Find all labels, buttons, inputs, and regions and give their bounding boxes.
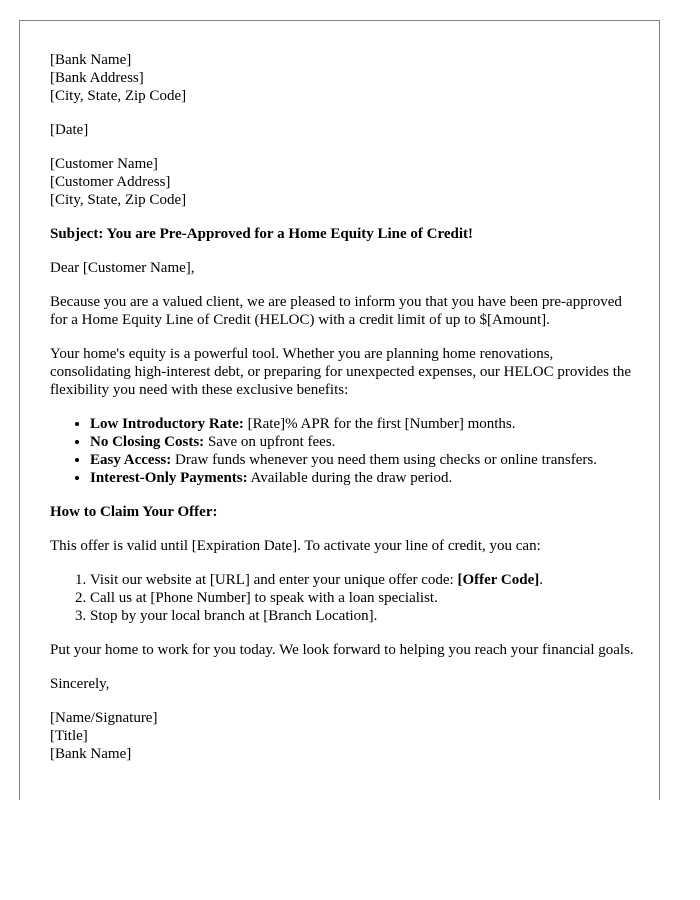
claim-steps-list [50, 571, 635, 625]
sender-address-block [50, 51, 635, 105]
benefit-item [90, 433, 635, 451]
salutation: Dear [Customer Name], [50, 260, 195, 276]
benefit-text: Save on upfront fees. [204, 434, 336, 450]
recipient-name: [Customer Name] [50, 156, 158, 172]
paragraph-equity: Your home's equity is a powerful tool. Whether you are planning home renovations, consolidating high-interest debt, or preparing for unexpected expenses, our HELOC provides the flexibility you need with these exclusive benefits: [50, 346, 632, 398]
claim-step: 3. Stop by your local branch at [Branch Location]. [90, 607, 635, 625]
paragraph-closing: Put your home to work for you today. We look forward to helping you reach your financial goals. [50, 642, 634, 658]
letter-page [19, 20, 660, 800]
benefit-text: Draw funds whenever you need them using checks or online transfers. [171, 452, 597, 468]
signoff: Sincerely, [50, 676, 110, 692]
benefit-title: Easy Access: [90, 452, 172, 468]
letter-subject: Subject: You are Pre-Approved for a Home Equity Line of Credit! [50, 226, 474, 242]
claim-step [90, 571, 635, 589]
recipient-address: [Customer Address] [50, 174, 171, 190]
step1-suffix: . [539, 572, 543, 588]
date-block [50, 121, 635, 139]
benefit-item [90, 415, 635, 433]
benefits-list [50, 415, 635, 487]
benefit-title: No Closing Costs: [90, 434, 205, 450]
benefit-item [90, 451, 635, 469]
offer-code: [Offer Code] [457, 572, 540, 588]
paragraph-validity: This offer is valid until [Expiration Date]. To activate your line of credit, you can: [50, 538, 541, 554]
signature-name: [Name/Signature] [50, 710, 158, 726]
step1-prefix: Visit our website at [URL] and enter your unique offer code: [90, 572, 458, 588]
benefit-text: [Rate]% APR for the first [Number] months. [243, 416, 516, 432]
paragraph-intro: Because you are a valued client, we are pleased to inform you that you have been pre-approved for a Home Equity Line of Credit (HELOC) with a credit limit of up to $[Amount]. [50, 294, 622, 328]
letter-content [50, 51, 635, 763]
claim-heading-text: How to Claim Your Offer: [50, 504, 218, 520]
sender-bank-address: [Bank Address] [50, 70, 144, 86]
signature-bank-name: [Bank Name] [50, 746, 132, 762]
claim-heading [50, 503, 635, 521]
signature-block [50, 709, 635, 763]
benefit-title: Interest-Only Payments: [90, 470, 248, 486]
recipient-city-state-zip: [City, State, Zip Code] [50, 192, 187, 208]
letter-date: [Date] [50, 122, 89, 138]
sender-bank-name: [Bank Name] [50, 52, 132, 68]
benefit-item [90, 469, 635, 487]
sender-city-state-zip: [City, State, Zip Code] [50, 88, 187, 104]
benefit-text: Available during the draw period. [247, 470, 453, 486]
benefit-title: Low Introductory Rate: [90, 416, 244, 432]
recipient-address-block [50, 155, 635, 209]
signature-title: [Title] [50, 728, 88, 744]
claim-step: 2. Call us at [Phone Number] to speak with a loan specialist. [90, 589, 635, 607]
